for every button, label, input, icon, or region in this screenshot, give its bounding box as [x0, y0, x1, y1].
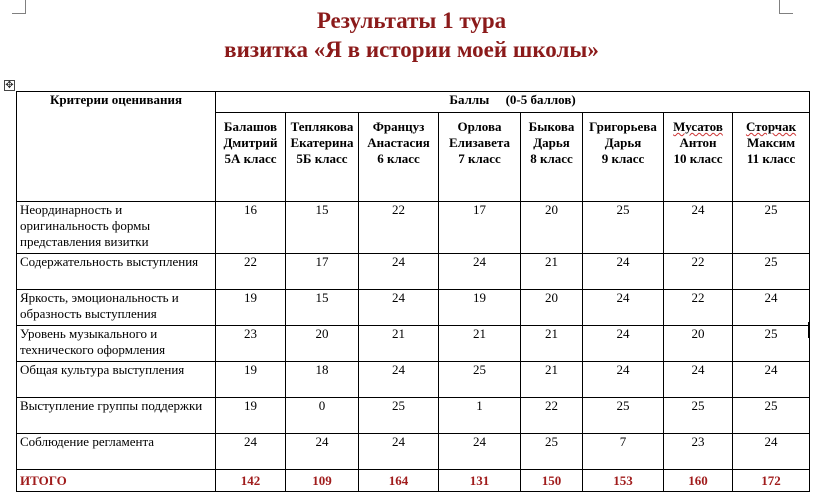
- student-header: [286, 113, 359, 202]
- criterion-row: [17, 398, 810, 434]
- total-score: 160: [664, 470, 733, 492]
- student-first-name: Дмитрий: [223, 135, 278, 150]
- student-surname: Григорьева: [589, 119, 657, 134]
- score-cell: 16: [216, 202, 286, 254]
- criterion-label: Яркость, эмоциональность и образность выступления: [17, 290, 216, 326]
- score-cell: 24: [359, 434, 439, 470]
- page-title: Результаты 1 тура: [316, 8, 507, 33]
- score-cell: 20: [286, 326, 359, 362]
- score-cell: 20: [521, 202, 583, 254]
- score-cell: 0: [286, 398, 359, 434]
- score-cell: 24: [733, 290, 810, 326]
- student-header: [216, 113, 286, 202]
- score-cell: 25: [733, 254, 810, 290]
- criterion-label: Уровень музыкального и технического оформления: [17, 326, 216, 362]
- score-cell: 21: [521, 326, 583, 362]
- score-cell: 25: [733, 202, 810, 254]
- student-class: 10 класс: [673, 151, 723, 166]
- score-cell: 22: [664, 290, 733, 326]
- score-cell: 17: [439, 202, 521, 254]
- score-cell: 23: [664, 434, 733, 470]
- score-cell: 24: [583, 326, 664, 362]
- scores-column-header: Баллы (0-5 баллов): [216, 92, 810, 113]
- score-cell: 25: [583, 398, 664, 434]
- student-header: [664, 113, 733, 202]
- student-header: [359, 113, 439, 202]
- criterion-row: [17, 326, 810, 362]
- student-surname: Мусатов: [673, 119, 723, 134]
- student-class: 8 класс: [530, 151, 573, 166]
- total-score: 109: [286, 470, 359, 492]
- score-cell: 22: [216, 254, 286, 290]
- student-class: 6 класс: [377, 151, 420, 166]
- score-cell: 1: [439, 398, 521, 434]
- score-cell: 24: [733, 434, 810, 470]
- criterion-label: Общая культура выступления: [17, 362, 216, 398]
- student-surname: Быкова: [528, 119, 575, 134]
- score-cell: 24: [216, 434, 286, 470]
- score-cell: 19: [216, 398, 286, 434]
- student-header: [583, 113, 664, 202]
- student-first-name: Елизавета: [448, 135, 510, 150]
- results-table: [16, 91, 810, 492]
- score-cell: 24: [359, 254, 439, 290]
- student-first-name: Дарья: [604, 135, 642, 150]
- total-score: 131: [439, 470, 521, 492]
- score-cell: 20: [664, 326, 733, 362]
- total-label: ИТОГО: [17, 470, 216, 492]
- student-surname: Орлова: [457, 119, 502, 134]
- score-cell: 21: [359, 326, 439, 362]
- student-first-name: Екатерина: [290, 135, 354, 150]
- criterion-row: [17, 202, 810, 254]
- criterion-label: Соблюдение регламента: [17, 434, 216, 470]
- score-cell: 17: [286, 254, 359, 290]
- score-cell: 18: [286, 362, 359, 398]
- student-surname: Сторчак: [745, 119, 797, 134]
- student-header: [733, 113, 810, 202]
- total-score: 153: [583, 470, 664, 492]
- score-cell: 21: [521, 254, 583, 290]
- score-cell: 24: [583, 362, 664, 398]
- score-cell: 25: [583, 202, 664, 254]
- criterion-row: [17, 434, 810, 470]
- score-cell: 24: [664, 202, 733, 254]
- student-class: 5А класс: [224, 151, 277, 166]
- criterion-row: [17, 254, 810, 290]
- criterion-label: Выступление группы поддержки: [17, 398, 216, 434]
- score-cell: 19: [216, 362, 286, 398]
- student-header: [521, 113, 583, 202]
- score-cell: 21: [439, 326, 521, 362]
- student-surname: Балашов: [223, 119, 278, 134]
- score-cell: 24: [359, 362, 439, 398]
- table-move-handle-icon[interactable]: ✥: [5, 80, 14, 91]
- score-cell: 24: [439, 254, 521, 290]
- score-cell: 20: [521, 290, 583, 326]
- criterion-label: Содержательность выступления: [17, 254, 216, 290]
- score-cell: 15: [286, 202, 359, 254]
- student-class: 5Б класс: [296, 151, 348, 166]
- total-row: [17, 470, 810, 492]
- score-cell: 25: [733, 398, 810, 434]
- student-header: [439, 113, 521, 202]
- student-class: 9 класс: [601, 151, 645, 166]
- score-cell: 24: [664, 362, 733, 398]
- score-cell: 22: [521, 398, 583, 434]
- student-first-name: Антон: [679, 135, 717, 150]
- score-cell: 23: [216, 326, 286, 362]
- score-cell: 19: [439, 290, 521, 326]
- total-score: 150: [521, 470, 583, 492]
- score-cell: 7: [583, 434, 664, 470]
- score-cell: 25: [359, 398, 439, 434]
- score-cell: 24: [286, 434, 359, 470]
- score-cell: 24: [733, 362, 810, 398]
- score-cell: 24: [583, 254, 664, 290]
- student-class: 11 класс: [746, 151, 796, 166]
- score-cell: 24: [359, 290, 439, 326]
- student-class: 7 класс: [458, 151, 501, 166]
- total-score: 142: [216, 470, 286, 492]
- criterion-label: Неординарность и оригинальность формы представления визитки: [17, 202, 216, 254]
- score-cell: 24: [583, 290, 664, 326]
- score-cell: 25: [733, 326, 810, 362]
- student-first-name: Дарья: [533, 135, 570, 150]
- score-cell: 19: [216, 290, 286, 326]
- score-cell: 22: [359, 202, 439, 254]
- score-cell: 25: [664, 398, 733, 434]
- score-cell: 25: [521, 434, 583, 470]
- total-score: 164: [359, 470, 439, 492]
- student-surname: Француз: [372, 119, 425, 134]
- total-score: 172: [733, 470, 810, 492]
- criterion-row: [17, 362, 810, 398]
- score-cell: 22: [664, 254, 733, 290]
- text-cursor: [808, 322, 810, 338]
- criterion-row: [17, 290, 810, 326]
- criteria-column-header: Критерии оценивания: [17, 92, 216, 202]
- student-first-name: Анастасия: [367, 135, 430, 150]
- student-surname: Теплякова: [290, 119, 354, 134]
- page-subtitle: визитка «Я в истории моей школы»: [224, 37, 599, 62]
- student-first-name: Максим: [747, 135, 796, 150]
- score-cell: 24: [439, 434, 521, 470]
- score-cell: 21: [521, 362, 583, 398]
- score-cell: 15: [286, 290, 359, 326]
- score-cell: 25: [439, 362, 521, 398]
